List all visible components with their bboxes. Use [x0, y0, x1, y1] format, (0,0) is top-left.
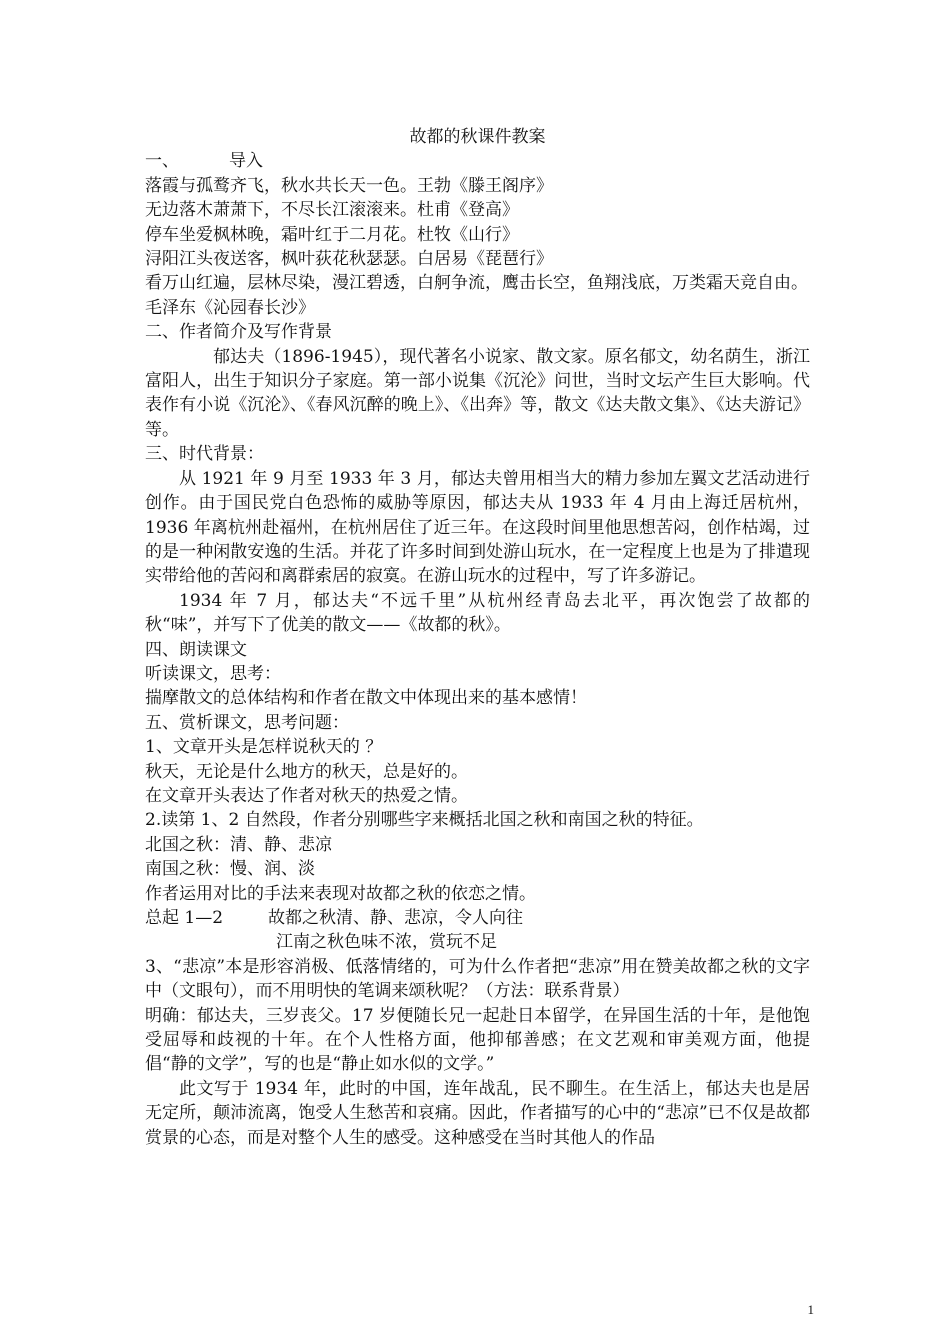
answer-paragraph: 明确：郁达夫，三岁丧父。17 岁便随长兄一起赴日本留学，在异国生活的十年，是他饱受屈辱和歧视的十年。在个人性格方面，他抑郁善感；在文艺观和审美观方面，他提倡“静的文学”，写的也是“静止如水似的文学。”	[145, 1005, 810, 1075]
poem-line: 无边落木萧萧下，不尽长江滚滚来。杜甫《登高》	[145, 200, 519, 221]
context-paragraph: 此文写于 1934 年，此时的中国，连年战乱，民不聊生。在生活上，郁达夫也是居无定所，颠沛流离，饱受人生愁苦和哀痛。因此，作者描写的心中的“悲凉”已不仅是故都赏景的心态，而是对整个人生的感受。这种感受在当时其他人的作品	[145, 1078, 810, 1148]
section-heading-analysis: 五、赏析课文，思考问题：	[145, 712, 349, 733]
poem-line: 毛泽东《沁园春长沙》	[145, 297, 315, 318]
summary-text: 故都之秋清、静、悲凉，令人向往	[268, 908, 524, 928]
answer-line: 北国之秋：清、静、悲凉	[145, 834, 332, 855]
poem-line: 浔阳江头夜送客，枫叶荻花秋瑟瑟。白居易《琵琶行》	[145, 249, 553, 270]
section-heading-background: 三、时代背景：	[145, 444, 264, 465]
poem-line: 落霞与孤鹜齐飞，秋水共长天一色。王勃《滕王阁序》	[145, 175, 553, 196]
section-heading-reading: 四、朗读课文	[145, 639, 247, 660]
section-number: 一、	[145, 151, 179, 172]
background-paragraph: 1934 年 7 月，郁达夫“不远千里”从杭州经青岛去北平，再次饱尝了故都的秋“味”，并写下了优美的散文——《故都的秋》。	[145, 590, 810, 636]
background-paragraph: 从 1921 年 9 月至 1933 年 3 月，郁达夫曾用相当大的精力参加左翼文艺活动进行创作。由于国民党白色恐怖的威胁等原因，郁达夫从 1933 年 4 月由上海迁居杭州，1936 年离杭州赴福州，在杭州居住了近三年。在这段时间里他思想苦闷，创作枯竭，过的是一种闲散安逸的生活。并花了许多时间到处游山玩水，在一定程度上也是为了排遣现实带给他的苦闷和离群索居的寂寞。在游山玩水的过程中，写了许多游记。	[145, 468, 810, 587]
answer-line: 秋天，无论是什么地方的秋天，总是好的。	[145, 761, 468, 782]
reading-line: 揣摩散文的总体结构和作者在散文中体现出来的基本感情！	[145, 688, 587, 709]
author-intro-paragraph: 郁达夫（1896-1945），现代著名小说家、散文家。原名郁文，幼名荫生，浙江富阳人，出生于知识分子家庭。第一部小说集《沉沦》问世，当时文坛产生巨大影响。代表作有小说《沉沦》、《春风沉醉的晚上》、《出奔》等，散文《达夫散文集》、《达夫游记》等。	[145, 346, 810, 440]
question-paragraph: 3、“悲凉”本是形容消极、低落情绪的，可为什么作者把“悲凉”用在赞美故都之秋的文字中（文眼句），而不用明快的笔调来颂秋呢？（方法：联系背景）	[145, 956, 810, 1002]
question-line: 1、文章开头是怎样说秋天的 ？	[145, 737, 383, 758]
poem-line: 看万山红遍，层林尽染，漫江碧透，白舸争流，鹰击长空，鱼翔浅底，万类霜天竞自由。	[145, 273, 808, 294]
section-title: 导入	[229, 151, 263, 172]
document-title: 故都的秋课件教案	[409, 127, 546, 147]
answer-line: 在文章开头表达了作者对秋天的热爱之情。	[145, 785, 468, 806]
answer-line: 作者运用对比的手法来表现对故都之秋的依恋之情。	[145, 883, 536, 904]
section-heading-author: 二、作者简介及写作背景	[145, 322, 332, 343]
reading-line: 听读课文，思考：	[145, 663, 281, 684]
page-number: 1	[807, 1302, 814, 1317]
section-heading-intro	[145, 149, 810, 173]
poem-line: 停车坐爱枫林晚，霜叶红于二月花。杜牧《山行》	[145, 224, 519, 245]
summary-line	[145, 906, 810, 930]
answer-line: 南国之秋：慢、润、淡	[145, 859, 315, 880]
question-line: 2.读第 1、2 自然段，作者分别哪些字来概括北国之秋和南国之秋的特征。	[145, 810, 704, 831]
summary-line: 江南之秋色味不浓，赏玩不足	[276, 932, 497, 953]
summary-label: 总起 1—2	[145, 908, 224, 928]
document-body	[145, 125, 810, 1150]
